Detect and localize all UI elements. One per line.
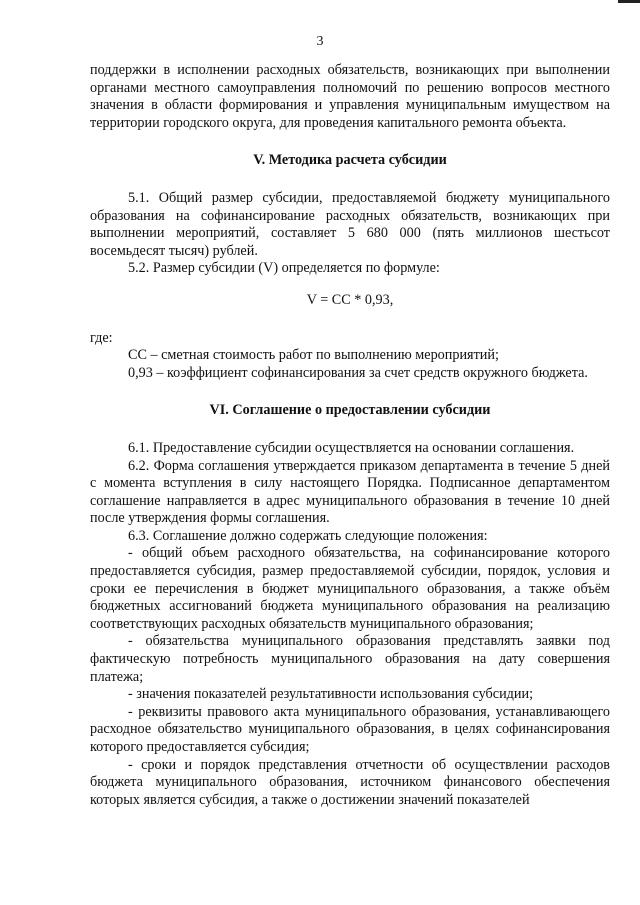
intro-paragraph: поддержки в исполнении расходных обязательств, возникающих при выполнении органами местного самоуправления полномочий по решению вопросов местного значения в области формирования и управления муниципальным имуществом на территории городского округа, для проведения капитального ремонта объекта.	[90, 62, 610, 131]
list-item: - общий объем расходного обязательства, на софинансирование которого предоставляется субсидия, размер предоставляемой субсидии, порядок, условия и сроки ее перечисления в бюджет муниципального образования, а также объём бюджетных ассигнований бюджета муниципального образования на реализацию соответствующих расходных обязательств муниципального образования;	[90, 545, 610, 632]
section-5-title: V. Методика расчета субсидии	[253, 152, 447, 169]
document-body	[90, 62, 610, 809]
list-item: - обязательства муниципального образования представлять заявки под фактическую потребность муниципального образования на дату совершения платежа;	[90, 633, 610, 685]
paragraph-6-2: 6.2. Форма соглашения утверждается приказом департамента в течение 5 дней с момента вступления в силу настоящего Порядка. Подписанное департаментом соглашение направляется в адрес муниципального образования в течение 10 дней после утверждения формы соглашения.	[90, 457, 610, 527]
section-6-title: VI. Соглашение о предоставлении субсидии	[209, 402, 491, 419]
page-number: 3	[316, 34, 324, 49]
paragraph-5-2: 5.2. Размер субсидии (V) определяется по формуле:	[128, 260, 440, 277]
definition-coefficient: 0,93 – коэффициент софинансирования за счет средств окружного бюджета.	[128, 364, 588, 381]
paragraph-6-3: 6.3. Соглашение должно содержать следующие положения:	[128, 527, 488, 544]
list-item: - сроки и порядок представления отчетности об осуществлении расходов бюджета муниципального образования, источником финансового обеспечения которых является субсидия, а также о достижении значений показателей	[90, 756, 610, 808]
where-label: где:	[90, 329, 113, 346]
scan-corner-mark	[618, 0, 640, 3]
list-item: - реквизиты правового акта муниципального образования, устанавливающего расходное обязательство муниципального образования, в целях софинансирования которого предоставляется субсидия;	[90, 703, 610, 755]
paragraph-6-1: 6.1. Предоставление субсидии осуществляется на основании соглашения.	[128, 439, 575, 456]
paragraph-5-1: 5.1. Общий размер субсидии, предоставляемой бюджету муниципального образования на софинансирование расходных обязательств, возникающих при выполнении мероприятий, составляет 5 680 000 (пять миллионов шестьсот восемьдесят тысяч) рублей.	[90, 189, 610, 259]
subsidy-formula: V = CC * 0,93,	[306, 291, 394, 308]
list-item: - значения показателей результативности использования субсидии;	[128, 686, 534, 703]
definition-cc: CC – сметная стоимость работ по выполнению мероприятий;	[128, 347, 499, 364]
